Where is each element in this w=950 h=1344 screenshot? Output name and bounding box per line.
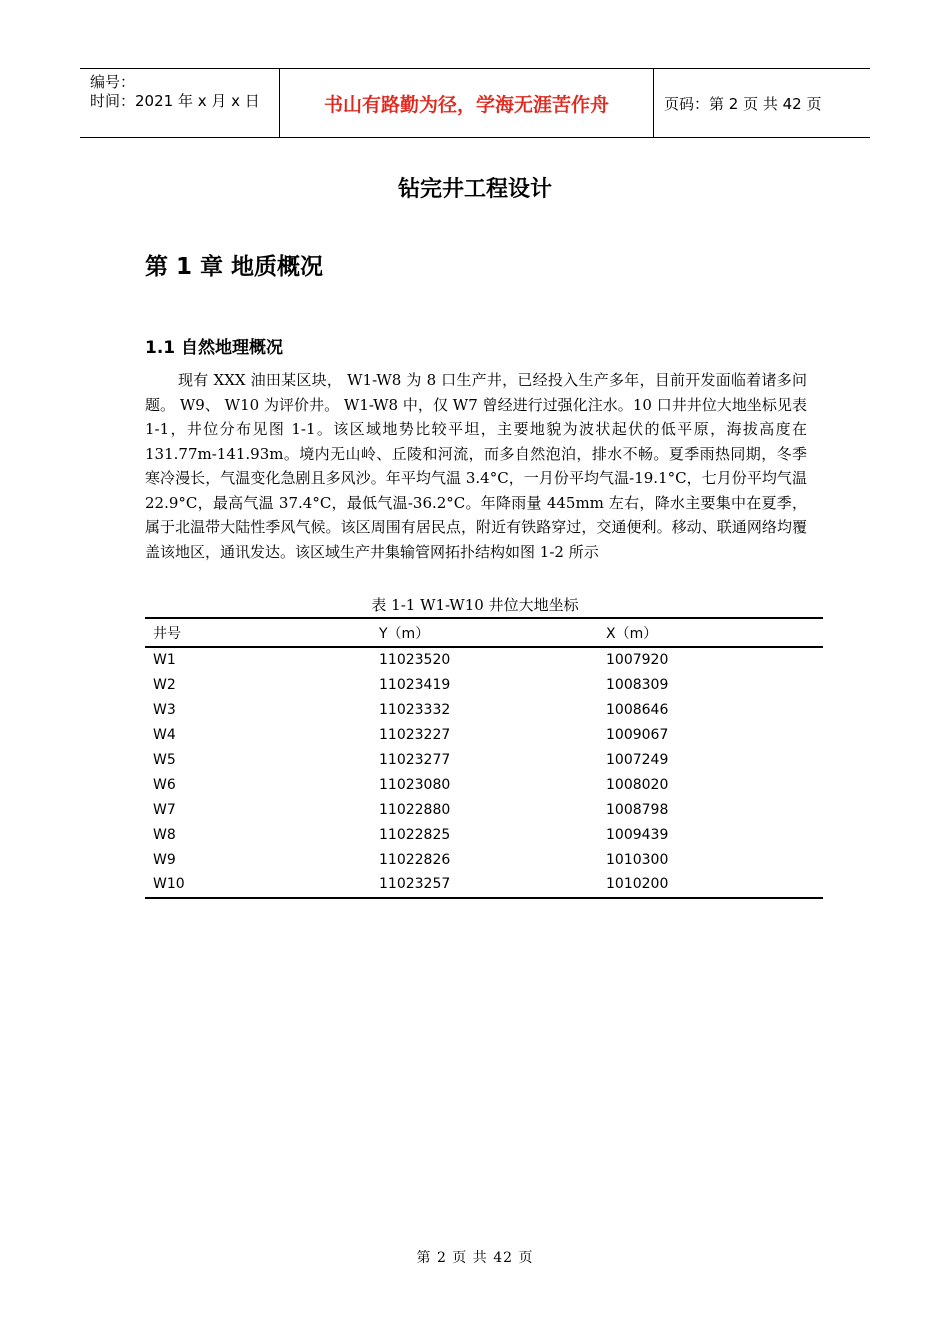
document-title: 钻完井工程设计 [397, 177, 552, 202]
table-row [145, 673, 823, 698]
column-header-well: 井号 [153, 625, 181, 642]
header-motto: 书山有路勤为径，学海无涯苦作舟 [280, 69, 654, 137]
cell-well: W10 [153, 876, 185, 893]
header-page-label: 页码：第 2 页 共 42 页 [664, 94, 822, 113]
cell-y: 11023227 [379, 727, 451, 744]
table-row [145, 647, 823, 673]
table-row [145, 772, 823, 797]
cell-well: W8 [153, 826, 176, 843]
table-row [145, 723, 823, 748]
table-row [145, 822, 823, 847]
header-number-label: 编号： [90, 73, 136, 91]
cell-x: 1008646 [606, 702, 669, 719]
cell-x: 1008798 [606, 801, 669, 818]
cell-x: 1007920 [606, 652, 669, 669]
cell-y: 11023520 [379, 652, 451, 669]
cell-x: 1010300 [606, 851, 669, 868]
page-header [80, 68, 870, 138]
table-row [145, 748, 823, 773]
table-row [145, 698, 823, 723]
cell-y: 11023257 [379, 876, 451, 893]
cell-y: 11023332 [379, 702, 451, 719]
cell-well: W7 [153, 801, 176, 818]
table-row [145, 847, 823, 872]
cell-x: 1008020 [606, 776, 669, 793]
page-footer: 第 2 页 共 42 页 [416, 1250, 534, 1266]
column-header-x: X（m） [606, 625, 658, 642]
cell-well: W1 [153, 652, 176, 669]
cell-well: W9 [153, 851, 176, 868]
column-header-y: Y（m） [379, 625, 430, 642]
table-row [145, 797, 823, 822]
cell-y: 11023080 [379, 776, 451, 793]
cell-x: 1010200 [606, 876, 669, 893]
chapter-title: 第 1 章 地质概况 [145, 254, 324, 280]
section-title: 1.1 自然地理概况 [145, 338, 284, 358]
cell-x: 1009067 [606, 727, 669, 744]
cell-well: W6 [153, 776, 176, 793]
cell-y: 11023419 [379, 677, 451, 694]
cell-x: 1009439 [606, 826, 669, 843]
table-caption: 表 1-1 W1-W10 井位大地坐标 [371, 596, 579, 614]
cell-y: 11022880 [379, 801, 451, 818]
well-coordinates-table [145, 617, 823, 899]
cell-y: 11022825 [379, 826, 451, 843]
header-time-label: 时间：2021 年 x 月 x 日 [90, 92, 260, 110]
cell-y: 11023277 [379, 752, 451, 768]
table-header-row [145, 618, 823, 647]
table-row [145, 872, 823, 898]
cell-x: 1007249 [606, 752, 669, 768]
cell-well: W2 [153, 677, 176, 694]
cell-well: W5 [153, 752, 176, 768]
header-meta [80, 69, 280, 137]
cell-y: 11022826 [379, 851, 451, 868]
body-paragraph: 现有 XXX 油田某区块， W1-W8 为 8 口生产井，已经投入生产多年，目前开发面临着诸多问题。 W9、 W10 为评价井。 W1-W8 中，仅 W7 曾经进行过强化注水。10 口井井位大地坐标见表 1-1，井位分布见图 1-1。该区域地势比较平坦，主要地貌为波状起伏的低平原，海拔高度在 131.77m-141.93m。境内无山岭、丘陵和河流，而多自然泡泊，排水不畅。夏季雨热同期，冬季寒冷漫长，气温变化急剧且多风沙。年平均气温 3.4°C，一月份平均气温-19.1°C，七月份平均气温 22.9°C，最高气温 37.4°C，最低气温-36.2°C。年降雨量 445mm 左右，降水主要集中在夏季，属于北温带大陆性季风气候。该区周围有居民点，附近有铁路穿过，交通便利。移动、联通网络均覆盖该地区，通讯发达。该区域生产井集输管网拓扑结构如图 1-2 所示 [145, 371, 807, 561]
cell-well: W3 [153, 702, 176, 719]
cell-well: W4 [153, 727, 176, 744]
cell-x: 1008309 [606, 677, 669, 694]
